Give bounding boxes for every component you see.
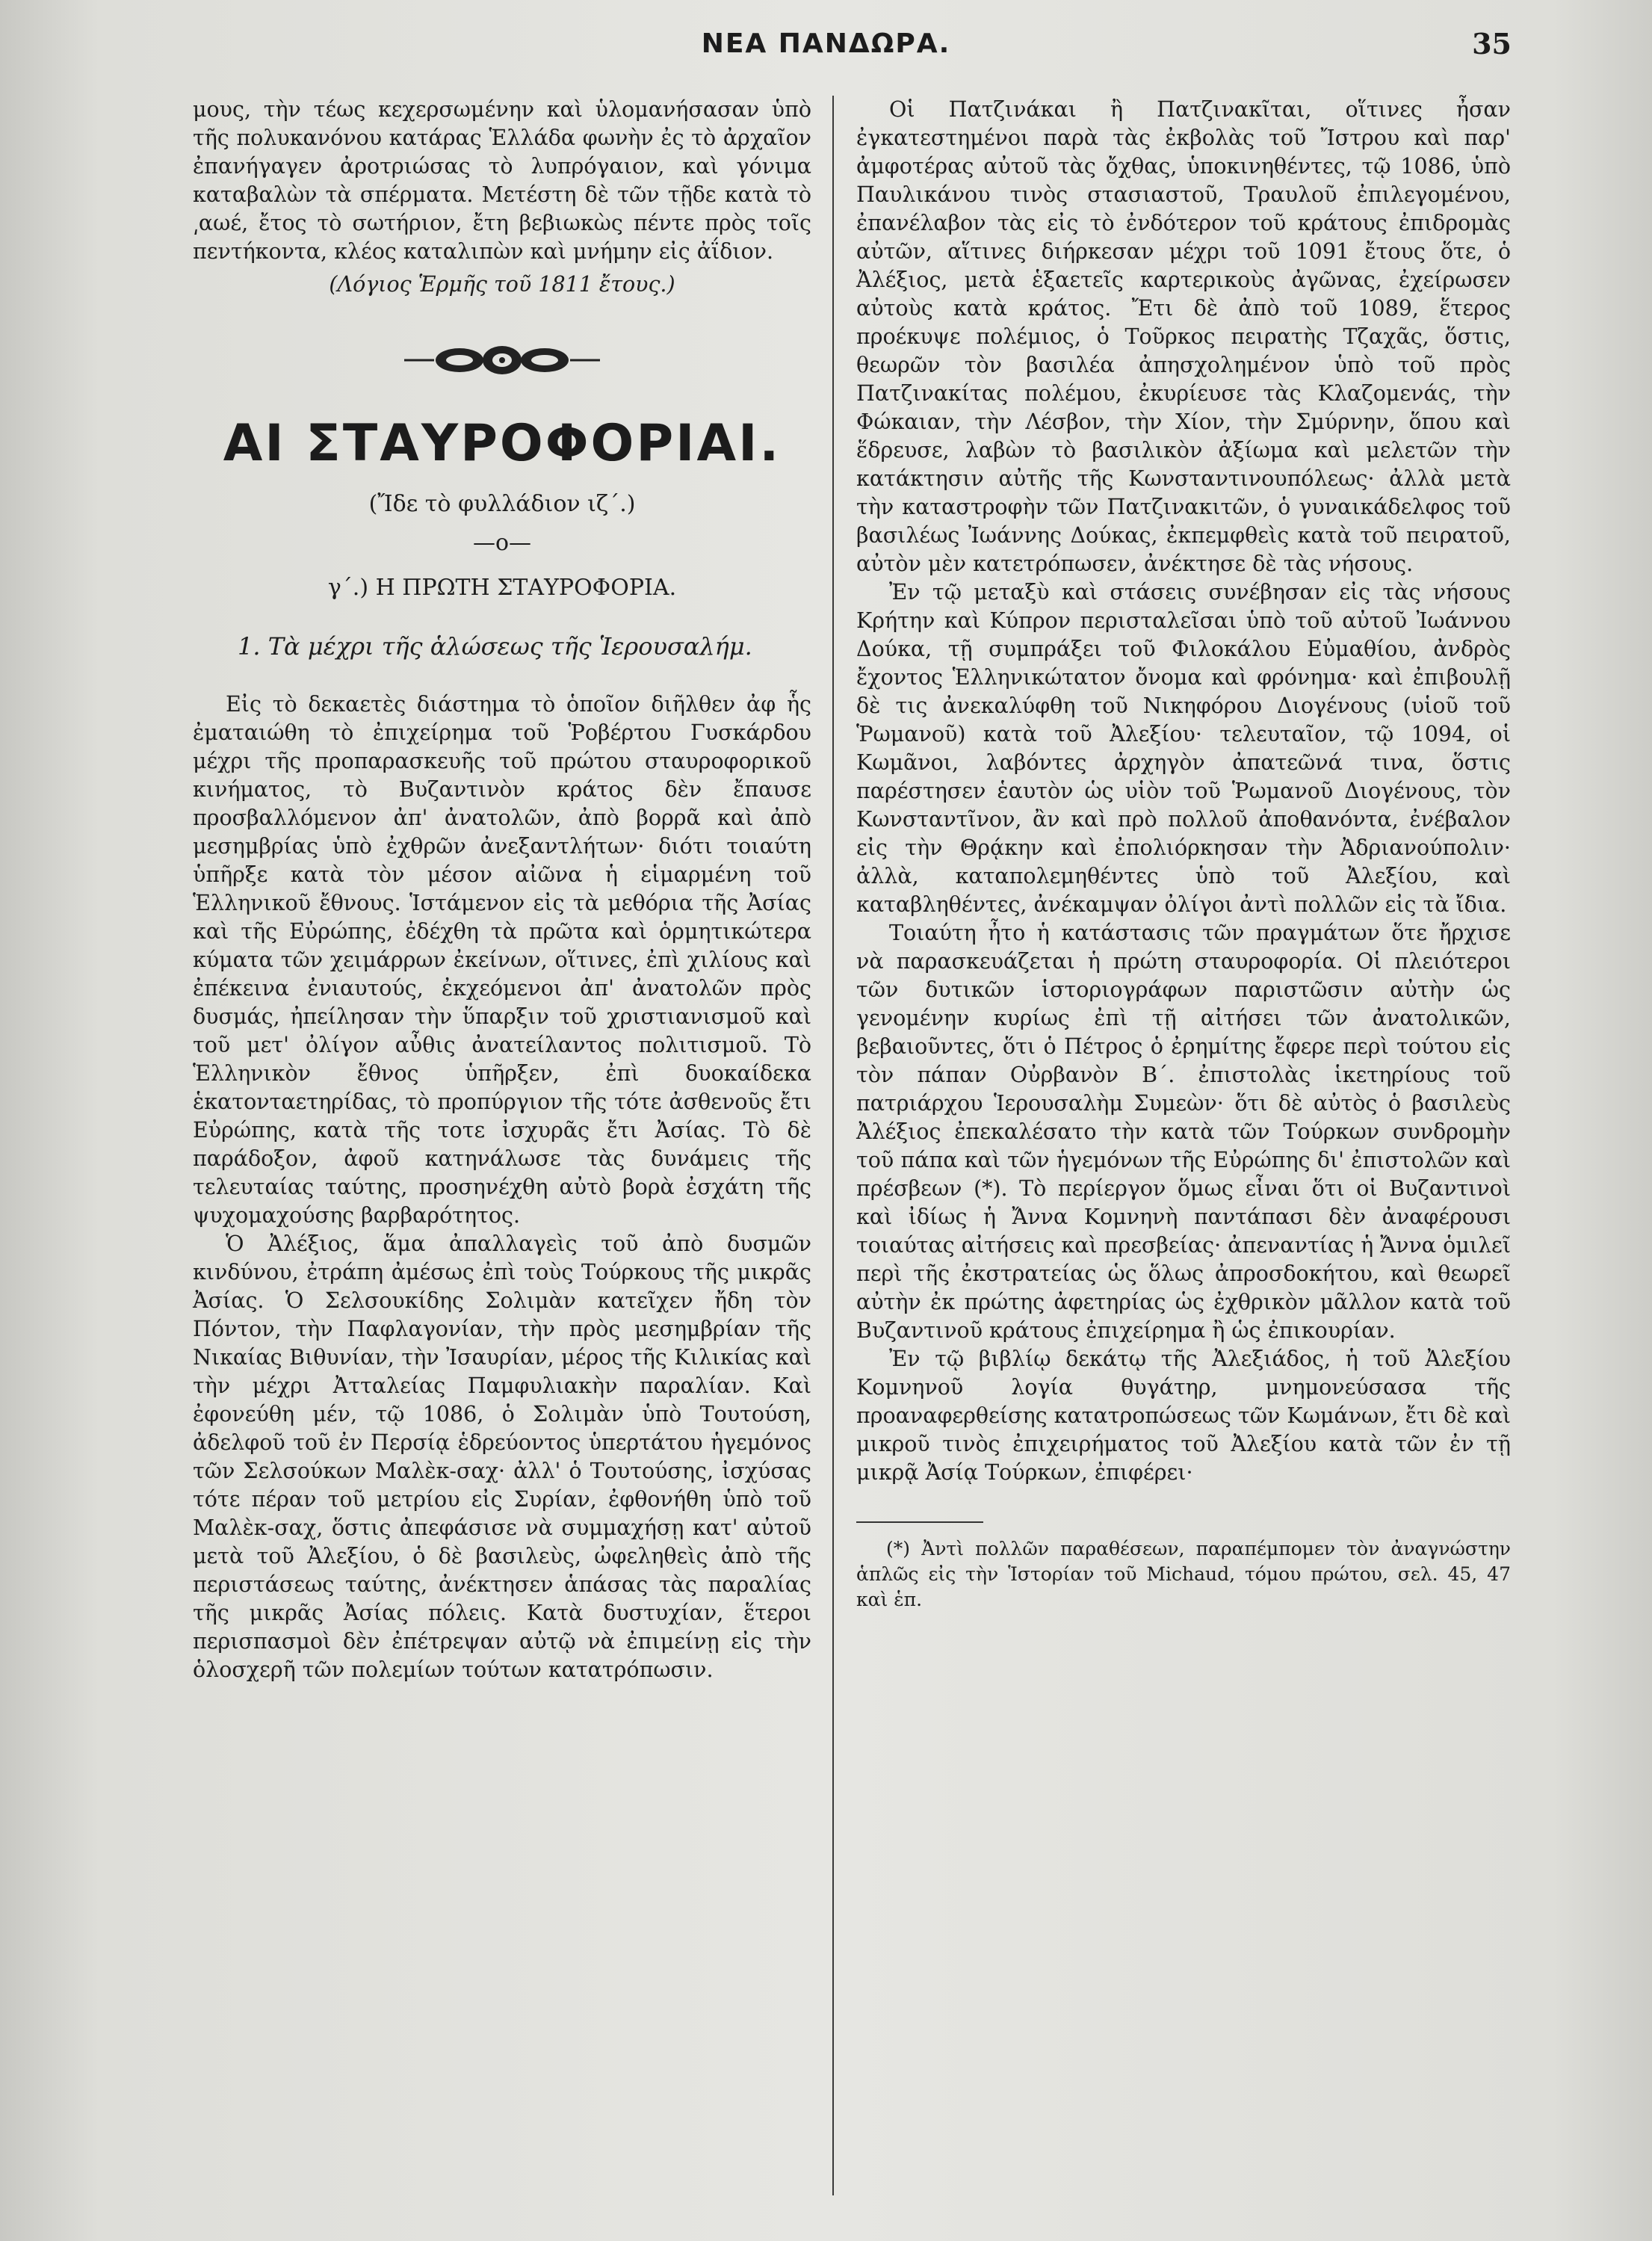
scroll-ornament-icon [401, 344, 603, 377]
section-title: ΑΙ ΣΤΑΥΡΟΦΟΡΙΑΙ. [223, 414, 782, 473]
body-paragraph: Ἐν τῷ μεταξὺ καὶ στάσεις συνέβησαν εἰς τὰς νήσους Κρήτην καὶ Κύπρον περισταλεῖσαι ὑπὸ τοῦ αὐτοῦ Ἰωάννου Δούκα, τῇ συμπράξει τοῦ Φιλοκάλου Εὐμαθίου, ἀνδρὸς ἔχοντος Ἑλληνικώτατον ὄνομα καὶ φρόνημα· καὶ ἐπιβουλῇ δὲ τις ἀνεκαλύφθη τοῦ Νικηφόρου Διογένους (υἱοῦ τοῦ Ῥωμανοῦ) κατὰ τοῦ Ἀλεξίου· τελευταῖον, τῷ 1094, οἱ Κωμᾶνοι, λαβόντες ἀρχηγὸν ἀπατεῶνά τινα, ὅστις παρέστησεν ἑαυτὸν ὡς υἱὸν τοῦ Ῥωμανοῦ Διογένους, τὸν Κωνσταντῖνον, ἂν καὶ πρὸ πολλοῦ ἀποθανόντα, ἐνέβαλον εἰς τὴν Θρᾴκην καὶ ἐπολιόρκησαν τὴν Ἀδριανούπολιν· ἀλλὰ, καταπολεμηθέντες ὑπὸ τοῦ Ἀλεξίου, καὶ καταβληθέντες, ἀνέκαμψαν ὀλίγοι ἀντὶ πολλῶν εἰς τὰ ἴδια. [856, 580, 1511, 917]
body-paragraph: Οἱ Πατζινάκαι ἢ Πατζινακῖται, οἵτινες ἦσαν ἐγκατεστημένοι παρὰ τὰς ἐκβολὰς τοῦ Ἴστρου καὶ παρ' ἀμφοτέρας αὐτοῦ τὰς ὄχθας, ὑποκινηθέντες, τῷ 1086, ὑπὸ Παυλικάνου τινὸς στασιαστοῦ, Τραυλοῦ ἐπιλεγομένου, ἐπανέλαβον τὰς εἰς τὸ ἐνδότερον τοῦ κράτους ἐπιδρομὰς αὐτῶν, αἵτινες διήρκεσαν μέχρι τοῦ 1091 ἔτους ὅτε, ὁ Ἀλέξιος, μετὰ ἑξαετεῖς καρτερικοὺς ἀγῶνας, ἐχείρωσεν αὐτοὺς κατὰ κράτος. Ἔτι δὲ ἀπὸ τοῦ 1089, ἕτερος προέκυψε πολέμιος, ὁ Τοῦρκος πειρατὴς Τζαχᾶς, ὅστις, θεωρῶν τὸν βασιλέα ἀπησχολημένον ὑπὸ τοῦ πρὸς Πατζινακίτας πολέμου, ἐκυρίευσε τὰς Κλαζομενάς, τὴν Φώκαιαν, τὴν Λέσβον, τὴν Χίον, τὴν Σμύρνην, ὅπου καὶ ἕδρευσε, λαβὼν τὸ βασιλικὸν ἀξίωμα καὶ μελετῶν τὴν κατάκτησιν αὐτῆς τῆς Κωνσταντινουπόλεως· ἀλλὰ μετὰ τὴν καταστροφὴν τῶν Πατζινακιτῶν, ὁ γυναικάδελφος τοῦ βασιλέως Ἰωάννης Δούκας, ἐκπεμφθεὶς κατὰ τοῦ πειρατοῦ, αὐτὸν μὲν κατετρόπωσεν, ἀνέκτησε δὲ τὰς νήσους. [856, 97, 1511, 576]
running-header-title: ΝΕΑ ΠΑΝΔΩΡΑ. [701, 28, 951, 59]
right-column [856, 96, 1511, 1613]
body-paragraph: Ὁ Ἀλέξιος, ἅμα ἀπαλλαγεὶς τοῦ ἀπὸ δυσμῶν κινδύνου, ἐτράπη ἀμέσως ἐπὶ τοὺς Τούρκους τῆς μικρᾶς Ἀσίας. Ὁ Σελσουκίδης Σολιμὰν κατεῖχεν ἤδη τὸν Πόντον, τὴν Παφλαγονίαν, τὴν πρὸς μεσημβρίαν τῆς Νικαίας Βιθυνίαν, τὴν Ἰσαυρίαν, μέρος τῆς Κιλικίας καὶ τὴν μέχρι Ἀτταλείας Παμφυλιακὴν παραλίαν. Καὶ ἐφονεύθη μέν, τῷ 1086, ὁ Σολιμὰν ὑπὸ Τουτούση, ἀδελφοῦ τοῦ ἐν Περσίᾳ ἑδρεύοντος ὑπερτάτου ἡγεμόνος τῶν Σελσούκων Μαλὲκ-σαχ· ἀλλ' ὁ Τουτούσης, ἰσχύσας τότε πέραν τοῦ μετρίου εἰς Συρίαν, ἐφθονήθη ὑπὸ τοῦ Μαλὲκ-σαχ, ὅστις ἀπεφάσισε νὰ συμμαχήσῃ κατ' αὐτοῦ μετὰ τοῦ Ἀλεξίου, ὁ δὲ βασιλεὺς, ὠφεληθεὶς ἀπὸ τῆς περιστάσεως ταύτης, ἀνέκτησεν ἁπάσας τὰς παραλίας τῆς μικρᾶς Ἀσίας πόλεις. Κατὰ δυστυχίαν, ἕτεροι περισπασμοὶ δὲν ἐπέτρεψαν αὐτῷ νὰ ἐπιμείνῃ εἰς τὴν ὁλοσχερῆ τῶν πολεμίων τούτων κατατρόπωσιν. [193, 1231, 811, 1682]
opening-paragraph: μους, τὴν τέως κεχερσωμένην καὶ ὑλομανήσασαν ὑπὸ τῆς πολυκανόνου κατάρας Ἑλλάδα φωνὴν ἐς τὸ ἀρχαῖον ἐπανήγαγεν ἀροτριώσας τὸ λυπρόγαιον, καὶ γόνιμα καταβαλὼν τὰ σπέρματα. Μετέστη δὲ τῶν τῇδε κατὰ τὸ ͵αωέ, ἔτος τὸ σωτήριον, ἔτη βεβιωκὼς πέντε πρὸς τοῖς πεντήκοντα, κλέος καταλιπὼν καὶ μνήμην εἰς ἀΐδιον. [193, 97, 811, 264]
mini-rule: —ο— [472, 530, 532, 556]
footnote: (*) Ἀντὶ πολλῶν παραθέσεων, παραπέμπομεν τὸν ἀναγνώστην ἁπλῶς εἰς τὴν Ἱστορίαν τοῦ Michaud, τόμου πρώτου, σελ. 45, 47 καὶ ἑπ. [856, 1538, 1511, 1610]
column-divider [832, 96, 834, 2195]
body-paragraph: Τοιαύτη ἦτο ἡ κατάστασις τῶν πραγμάτων ὅτε ἤρχισε νὰ παρασκευάζεται ἡ πρώτη σταυροφορία. Οἱ πλειότεροι τῶν δυτικῶν ἱστοριογράφων παριστῶσιν αὐτὴν ὡς γενομένην κυρίως ἐπὶ τῇ αἰτήσει τῶν ἀνατολικῶν, βεβαιοῦντες, ὅτι ὁ Πέτρος ὁ ἐρημίτης ἔφερε περὶ τούτου εἰς τὸν πάπαν Οὐρβανὸν Β΄. ἐπιστολὰς ἱκετηρίους τοῦ πατριάρχου Ἱερουσαλὴμ Συμεὼν· ὅτι δὲ αὐτὸς ὁ βασιλεὺς Ἀλέξιος ἐπεκαλέσατο τὴν κατὰ τῶν Τούρκων συνδρομὴν τοῦ πάπα καὶ τῶν ἡγεμόνων τῆς Εὐρώπης δι' ἐπιστολῶν καὶ πρέσβεων (*). Τὸ περίεργον ὅμως εἶναι ὅτι οἱ Βυζαντινοὶ καὶ ἰδίως ἡ Ἄννα Κομνηνὴ παντάπασι δὲν ἀναφέρουσι τοιαύτας αἰτήσεις καὶ πρεσβείας· ἀπεναντίας ἡ Ἄννα ὁμιλεῖ περὶ τῆς ἐκστρατείας ὡς ὅλως ἀπροσδοκήτου, καὶ θεωρεῖ αὐτὴν ἐκ πρώτης ἀφετηρίας ὡς ἐχθρικὸν μᾶλλον κατὰ τοῦ Βυζαντινοῦ κράτους ἐπιχείρημα ἢ ὡς ἐπικουρίαν. [856, 921, 1511, 1343]
citation: (Λόγιος Ἑρμῆς τοῦ 1811 ἔτους.) [329, 272, 675, 297]
body-paragraph: Ἐν τῷ βιβλίῳ δεκάτῳ τῆς Ἀλεξιάδος, ἡ τοῦ Ἀλεξίου Κομνηνοῦ λογία θυγάτηρ, μνημονεύσασα τῆς προαναφερθείσης κατατροπώσεως τῶν Κωμάνων, ἔτι δὲ καὶ μικροῦ τινὸς ἐπιχειρήματος τοῦ Ἀλεξίου κατὰ τῶν ἐν τῇ μικρᾷ Ἀσίᾳ Τούρκων, ἐπιφέρει· [856, 1347, 1511, 1485]
footnote-rule [856, 1521, 983, 1523]
reference-note: (Ἴδε τὸ φυλλάδιον ιζ΄.) [368, 491, 636, 517]
subsection-heading: 1. Τὰ μέχρι τῆς ἁλώσεως τῆς Ἱερουσαλήμ. [238, 632, 752, 661]
body-paragraph: Εἰς τὸ δεκαετὲς διάστημα τὸ ὁποῖον διῆλθεν ἀφ ἧς ἐματαιώθη τὸ ἐπιχείρημα τοῦ Ῥοβέρτου Γυσκάρδου μέχρι τῆς προπαρασκευῆς τοῦ πρώτου σταυροφορικοῦ κινήματος, τὸ Βυζαντινὸν κράτος δὲν ἔπαυσε προσβαλλόμενον ἀπ' ἀνατολῶν, ἀπὸ βορρᾶ καὶ ἀπὸ μεσημβρίας ὑπὸ ἐχθρῶν ἀνεξαντλήτων· διότι τοιαύτη ὑπῆρξε κατὰ τὸν μέσον αἰῶνα ἡ εἱμαρμένη τοῦ Ἑλληνικοῦ ἔθνους. Ἱστάμενον εἰς τὰ μεθόρια τῆς Ἀσίας καὶ τῆς Εὐρώπης, ἐδέχθη τὰ πρῶτα καὶ ὁρμητικώτερα κύματα τῶν χειμάρρων ἐκείνων, οἵτινες, ἐπὶ χιλίους καὶ ἐπέκεινα ἐνιαυτούς, ἐκχεόμενοι ἀπ' ἀνατολῶν πρὸς δυσμάς, ἠπείλησαν τὴν ὕπαρξιν τοῦ χριστιανισμοῦ καὶ τοῦ μετ' ὀλίγον αὖθις ἀνατείλαντος πολιτισμοῦ. Τὸ Ἑλληνικὸν ἔθνος ὑπῆρξεν, ἐπὶ δυοκαίδεκα ἑκατονταετηρίδας, τὸ προπύργιον τῆς τότε ἀσθενοῦς ἔτι Εὐρώπης, κατὰ τῆς τοτε ἰσχυρᾶς ἔτι Ἀσίας. Τὸ δὲ παράδοξον, ἀφοῦ κατηνάλωσε τὰς δυνάμεις τῆς τελευταίας ταύτης, προσηνέχθη αὐτὸ βορὰ ἐσχάτη τῆς ψυχομαχούσης βαρβαρότητος. [193, 692, 811, 1228]
page-number: 35 [1472, 27, 1512, 61]
chapter-subheading: γ΄.) Η ΠΡΩΤΗ ΣΤΑΥΡΟΦΟΡΙΑ. [327, 575, 677, 601]
left-column [193, 96, 811, 1684]
decorative-ornament [193, 344, 811, 377]
